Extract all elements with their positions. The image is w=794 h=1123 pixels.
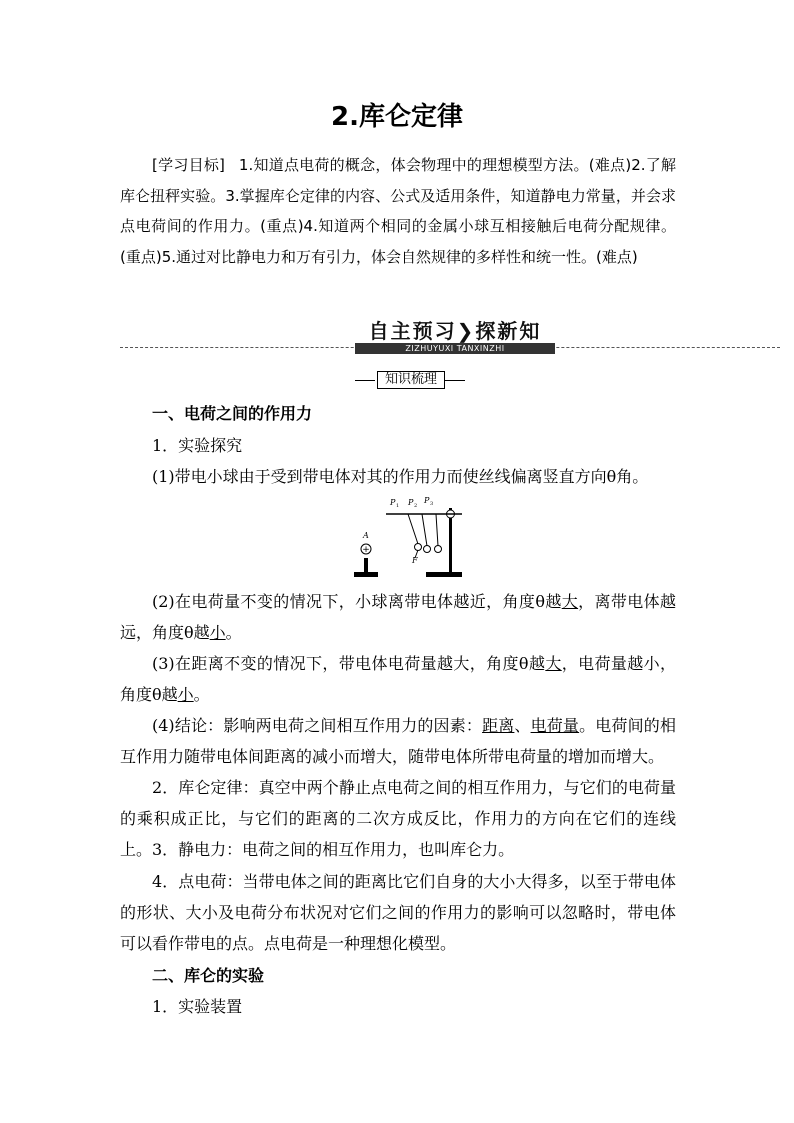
banner-title: 自主预习❯探新知 bbox=[368, 319, 542, 343]
section1-heading: 一、电荷之间的作用力 bbox=[152, 404, 313, 423]
ball-p1 bbox=[415, 544, 422, 551]
tag-right-rule bbox=[445, 380, 465, 381]
plus-sign: + bbox=[362, 545, 370, 555]
objectives-label: [学习目标] bbox=[152, 156, 225, 174]
section1-p5: 2．库仑定律：真空中两个静止点电荷之间的相互作用力，与它们的电荷量的乘积成正比，与它们的距离的二次方成反比，作用力的方向在它们的连线上。 bbox=[120, 778, 676, 859]
label-p2: P bbox=[408, 498, 414, 507]
stand-a-rod bbox=[364, 558, 368, 573]
answer-blank: 大 bbox=[561, 592, 579, 611]
experiment-figure bbox=[352, 496, 464, 582]
label-p3: P bbox=[424, 496, 430, 505]
banner-subtitle: ZIZHUYUXI TANXINZHI bbox=[355, 343, 555, 354]
section1-p7: 4．点电荷：当带电体之间的距离比它们自身的大小大得多，以至于带电体的形状、大小及电荷分布状况对它们之间的作用力的影响可以忽略时，带电体可以看作带电的点。点电荷是一种理想化模型。 bbox=[120, 872, 676, 953]
answer-blank: 电荷量 bbox=[530, 716, 580, 735]
section1-p2: (2)在电荷量不变的情况下，小球离带电体越近，角度θ越大，离带电体越远，角度θ越小。 bbox=[120, 592, 676, 642]
section2-heading: 二、库仑的实验 bbox=[152, 966, 265, 985]
stand-base bbox=[426, 572, 462, 577]
thread-p1 bbox=[408, 514, 418, 544]
page-title: 2.库仑定律 bbox=[331, 102, 463, 132]
ball-p3 bbox=[435, 546, 442, 553]
thread-p3 bbox=[436, 514, 438, 546]
label-p3-sub: 3 bbox=[430, 501, 434, 507]
answer-blank: 小 bbox=[209, 623, 226, 642]
answer-blank: 小 bbox=[177, 685, 194, 704]
label-f: F bbox=[412, 556, 418, 565]
knowledge-tag bbox=[355, 371, 465, 389]
section1-p1: (1)带电小球由于受到带电体对其的作用力而使丝线偏离竖直方向θ角。 bbox=[152, 467, 649, 486]
learning-objectives bbox=[120, 150, 676, 272]
tag-left-rule bbox=[355, 380, 375, 381]
section1-p4: (4)结论：影响两电荷之间相互作用力的因素：距离、电荷量。电荷间的相互作用力随带电体间距离的减小而增大，随带电体所带电荷量的增加而增大。 bbox=[120, 716, 676, 766]
ball-p2 bbox=[424, 546, 431, 553]
section1-p3: (3)在距离不变的情况下，带电体电荷量越大，角度θ越大，电荷量越小，角度θ越小。 bbox=[120, 654, 676, 704]
section1-sub1: 1．实验探究 bbox=[152, 436, 243, 455]
label-p2-sub: 2 bbox=[414, 503, 418, 509]
answer-blank: 大 bbox=[545, 654, 562, 673]
thread-p2 bbox=[422, 514, 427, 546]
label-a: A bbox=[363, 531, 369, 540]
answer-blank: 距离 bbox=[482, 716, 515, 735]
objectives-text: 1.知道点电荷的概念，体会物理中的理想模型方法。(难点)2.了解库仑扭秤实验。3.掌握库仑定律的内容、公式及适用条件，知道静电力常量，并会求点电荷间的作用力。(重点)4.知道两个相同的金属小球互相接触后电荷分配规律。(重点)5.通过对比静电力和万有引力，体会自然规律的多样性和统一性。(难点) bbox=[120, 156, 676, 266]
section-banner bbox=[355, 318, 555, 354]
tag-label: 知识梳理 bbox=[377, 371, 445, 389]
section2-sub1: 1．实验装置 bbox=[152, 997, 243, 1016]
label-p1: P bbox=[390, 498, 396, 507]
label-p1-sub: 1 bbox=[396, 503, 400, 509]
section1-p6: 3．静电力：电荷之间的相互作用力，也叫库仑力。 bbox=[152, 840, 515, 859]
